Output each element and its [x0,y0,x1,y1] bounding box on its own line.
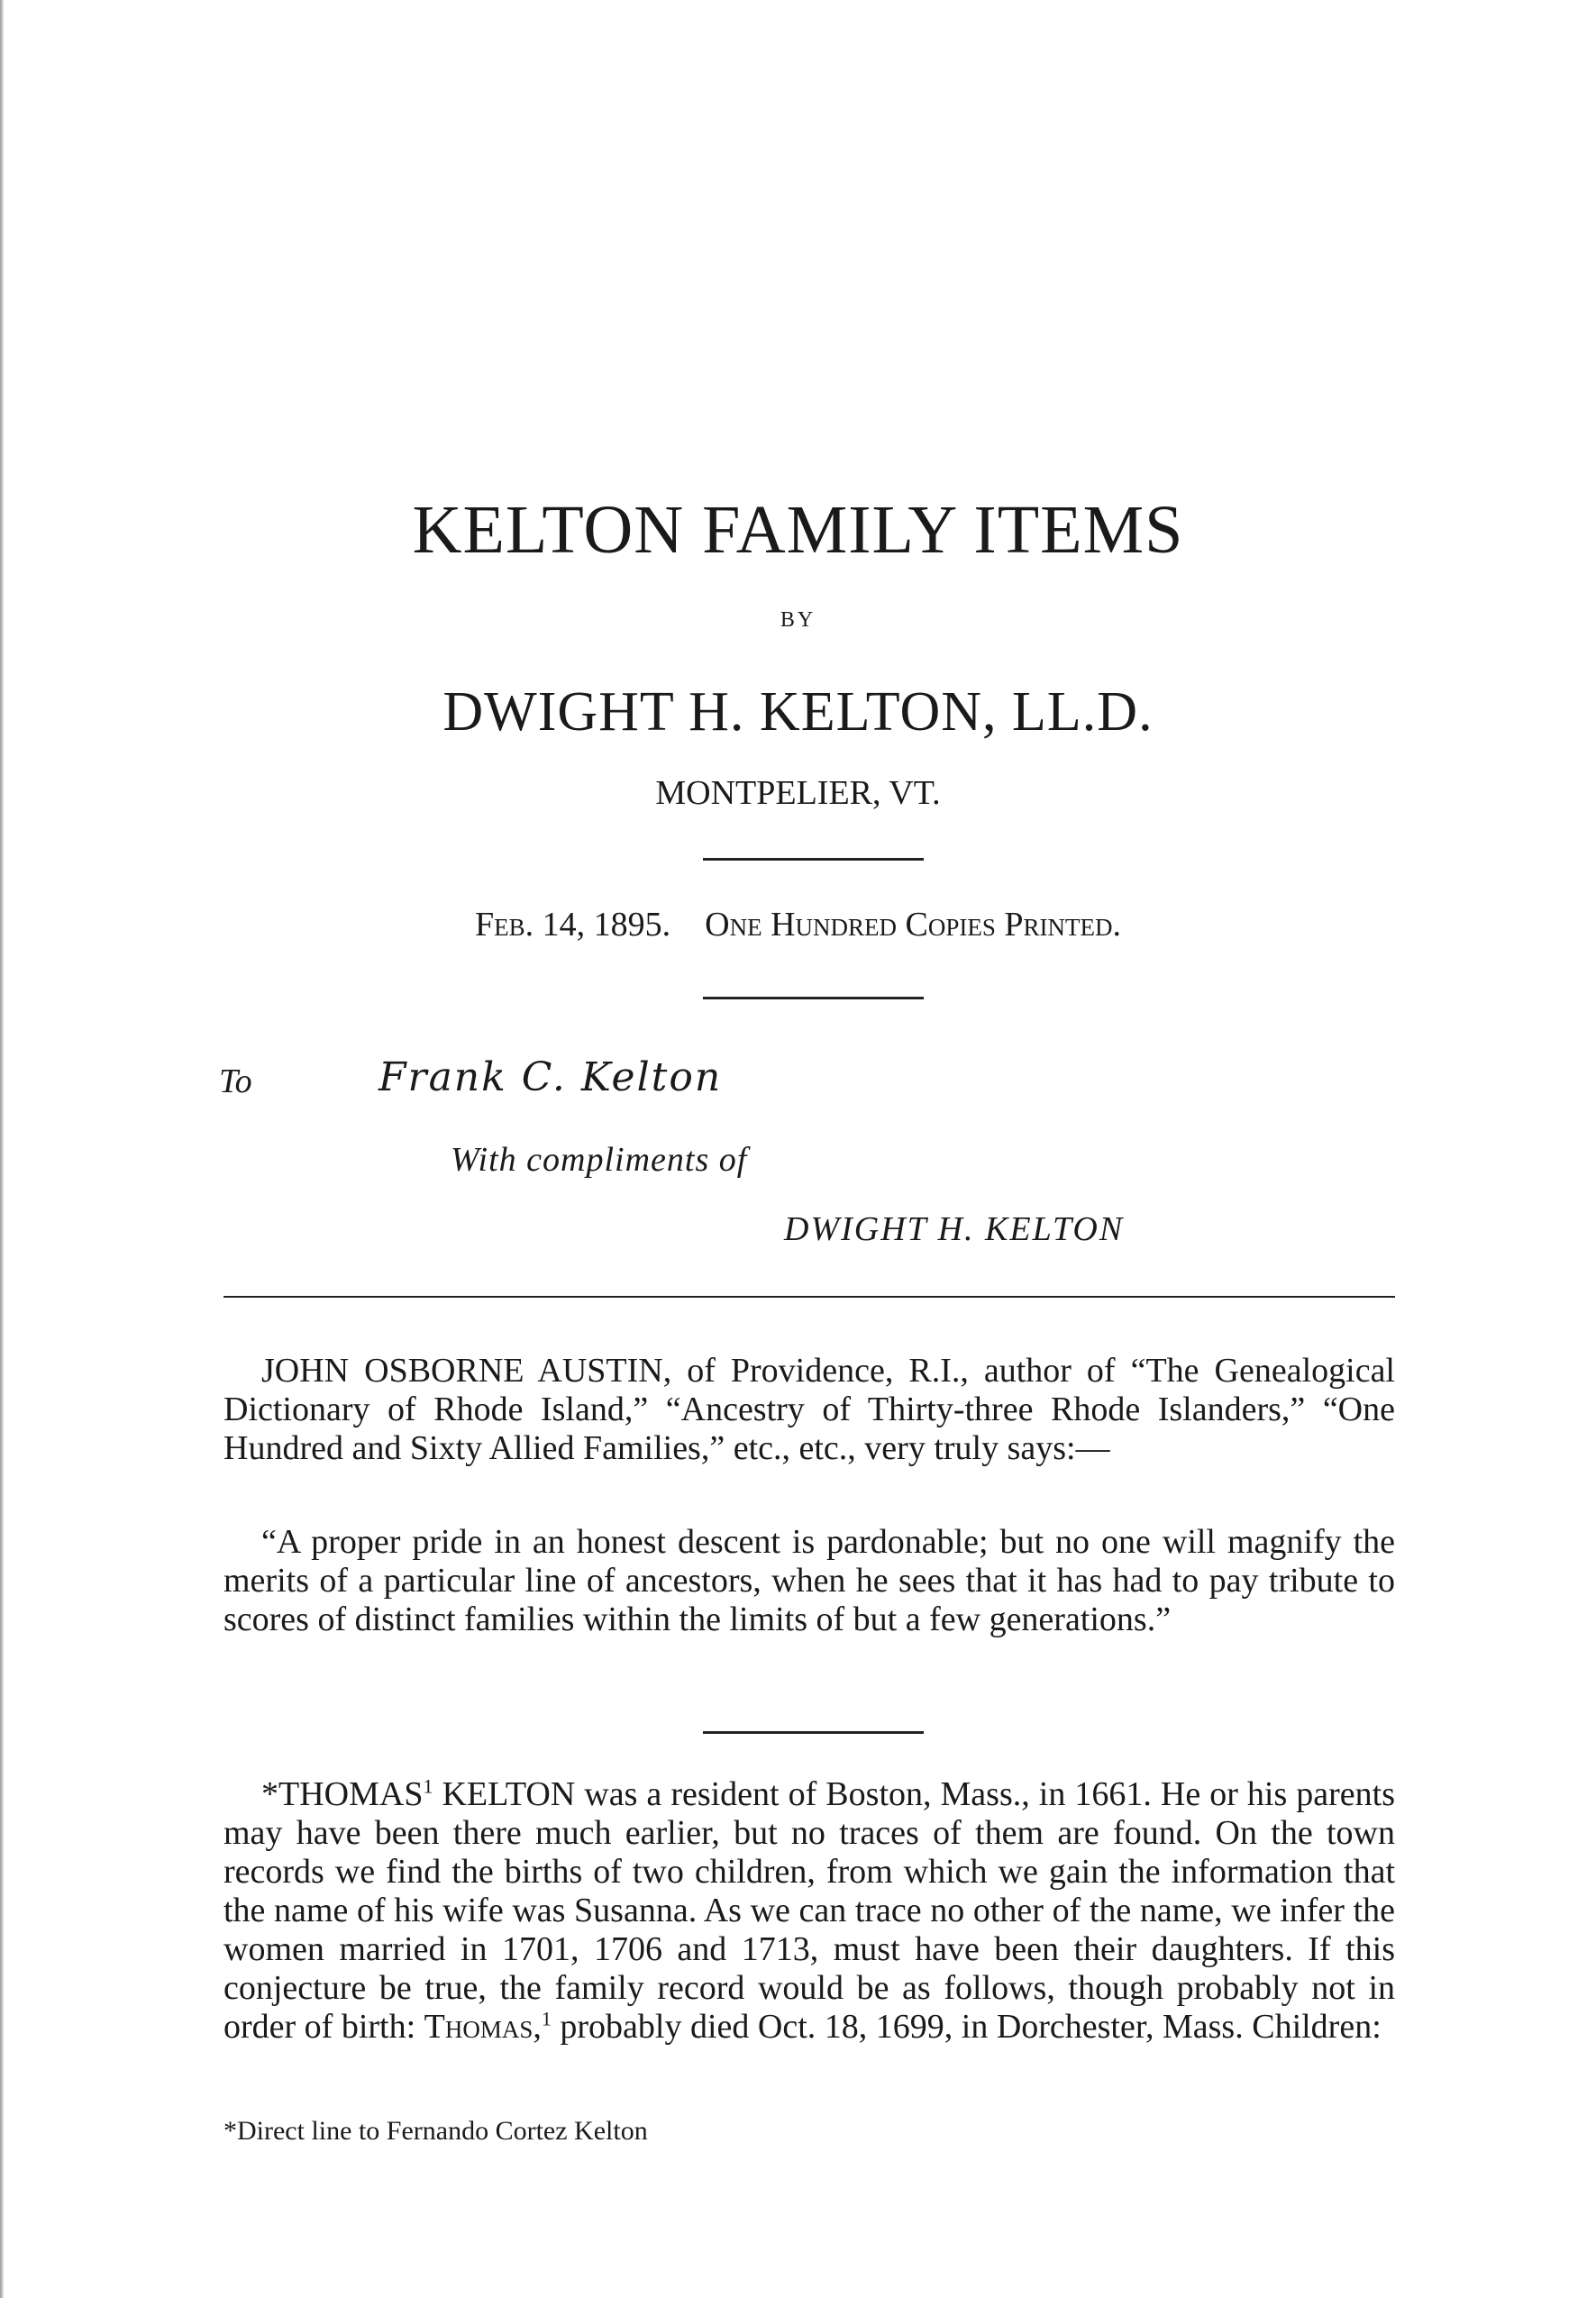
thomas-paragraph [223,1775,1395,2047]
quote-text: “A proper pride in an honest descent is pardonable; but no one will magnify the merits of a particular line of ancestors, when he sees that it has had to pay tribute to scores of distinct families within the limits of but a few generations.” [223,1523,1395,1638]
thomas-tail: probably died Oct. 18, 1699, in Dorchester, Mass. Children: [551,2008,1382,2046]
by-line: BY [780,608,816,632]
print-copies: One Hundred Copies Printed. [705,906,1121,944]
thomas-lead: *THOMAS [261,1775,424,1813]
thomas-text: KELTON was a resident of Boston, Mass., in 1661. He or his parents may have been there much earlier, but no traces of them are found. On the town records we find the births of two children, from which we gain the information that the name of his wife was Susanna. As we can trace no other of the name, we infer the women married in 1701, 1706 and 1713, must have been their daughters. If this conjecture be true, the family record would be as follows, though probably not in order of birth: [223,1775,1395,2046]
quote-paragraph [223,1523,1395,1639]
page-edge [0,0,4,2298]
author-location: MONTPELIER, VT. [655,774,941,812]
page-title: KELTON FAMILY ITEMS [412,492,1184,568]
austin-paragraph [223,1352,1395,1468]
sender-name: DWIGHT H. KELTON [784,1210,1125,1248]
dedication-to-label: To [219,1062,252,1100]
divider-rule [703,1731,924,1734]
print-date: Feb. 14, 1895. [475,906,671,944]
author-name: DWIGHT H. KELTON, LL.D. [442,681,1154,743]
footnote: *Direct line to Fernando Cortez Kelton [223,2116,648,2146]
generation-superscript: 1 [423,1774,433,1798]
print-info [0,905,1596,944]
divider-rule [703,997,924,999]
generation-superscript: 1 [541,2007,552,2030]
divider-rule [703,858,924,861]
section-rule [223,1296,1395,1298]
compliments-line: With compliments of [451,1141,748,1179]
recipient-signature: Frank C. Kelton [378,1054,723,1100]
thomas-name: Thomas, [424,2008,542,2046]
austin-text: JOHN OSBORNE AUSTIN, of Providence, R.I., author of “The Genealogical Dictionary of Rhode Island,” “Ancestry of Thirty-three Rhode Islanders,” “One Hundred and Sixty Allied Families,” etc., etc., very truly says:— [223,1352,1395,1467]
